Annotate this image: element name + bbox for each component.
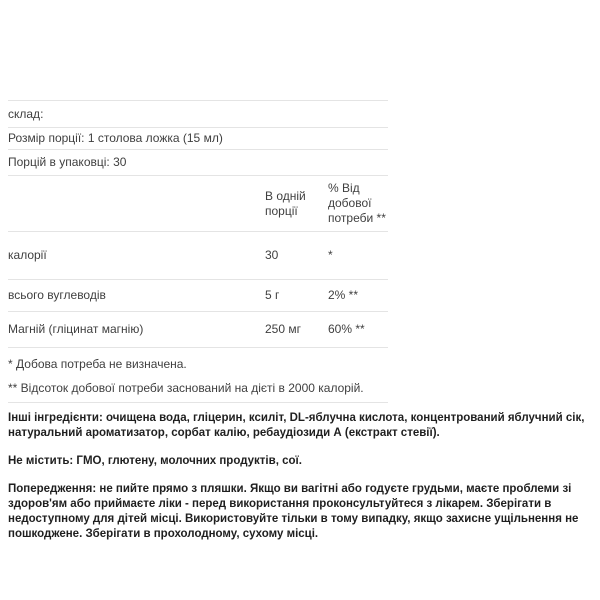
facts-header-row bbox=[8, 175, 388, 231]
column-header-daily-value: % Від добової потреби ** bbox=[328, 181, 386, 225]
nutrient-name: Магній (гліцинат магнію) bbox=[8, 322, 144, 336]
nutrient-row bbox=[8, 311, 388, 347]
nutrient-row bbox=[8, 279, 388, 311]
nutrient-daily-value: 2% ** bbox=[328, 288, 359, 302]
footnote-percent-daily-value-basis: ** Відсоток добової потреби заснований на дієті в 2000 калорій. bbox=[8, 381, 364, 395]
nutrient-row bbox=[8, 231, 388, 279]
nutrient-amount: 5 г bbox=[265, 288, 280, 302]
nutrient-amount: 30 bbox=[265, 248, 279, 262]
serving-size-label: Розмір порції: 1 столова ложка (15 мл) bbox=[8, 131, 223, 145]
nutrient-daily-value: 60% ** bbox=[328, 322, 365, 336]
nutrient-name: всього вуглеводів bbox=[8, 288, 106, 302]
supplement-facts-table bbox=[8, 100, 388, 403]
facts-row-composition bbox=[8, 100, 388, 127]
footnote-daily-value-not-established: * Добова потреба не визначена. bbox=[8, 357, 187, 371]
nutrient-daily-value: * bbox=[328, 248, 333, 262]
nutrient-name: калорії bbox=[8, 248, 47, 262]
nutrient-amount: 250 мг bbox=[265, 322, 301, 336]
column-header-per-serving: В одній порції bbox=[265, 188, 306, 218]
other-ingredients-text: Інші інгредієнти: очищена вода, гліцерин, ксиліт, DL-яблучна кислота, концентрований яблучний сік, натуральний ароматизатор, сорбат калію, ребаудіозиди А (екстракт стевії). bbox=[8, 412, 585, 439]
does-not-contain-text: Не містить: ГМО, глютену, молочних продуктів, сої. bbox=[8, 455, 302, 467]
facts-row-servings-per-container bbox=[8, 149, 388, 175]
facts-footnotes bbox=[8, 347, 388, 403]
composition-label: склад: bbox=[8, 106, 44, 121]
facts-row-serving-size bbox=[8, 127, 388, 149]
servings-per-container-label: Порцій в упаковці: 30 bbox=[8, 155, 127, 169]
label-details bbox=[8, 411, 592, 542]
warnings-text: Попередження: не пийте прямо з пляшки. Якщо ви вагітні або годуєте грудьми, маєте проблеми зі здоров'ям або приймаєте ліки - перед використання проконсультуйтеся з лікарем. Зберігати в недоступному для дітей місці. Використовуйте тільки в тому випадку, якщо захисне ущільнення не пошкоджене. Зберігати в прохолодному, сухому місці. bbox=[8, 483, 579, 540]
